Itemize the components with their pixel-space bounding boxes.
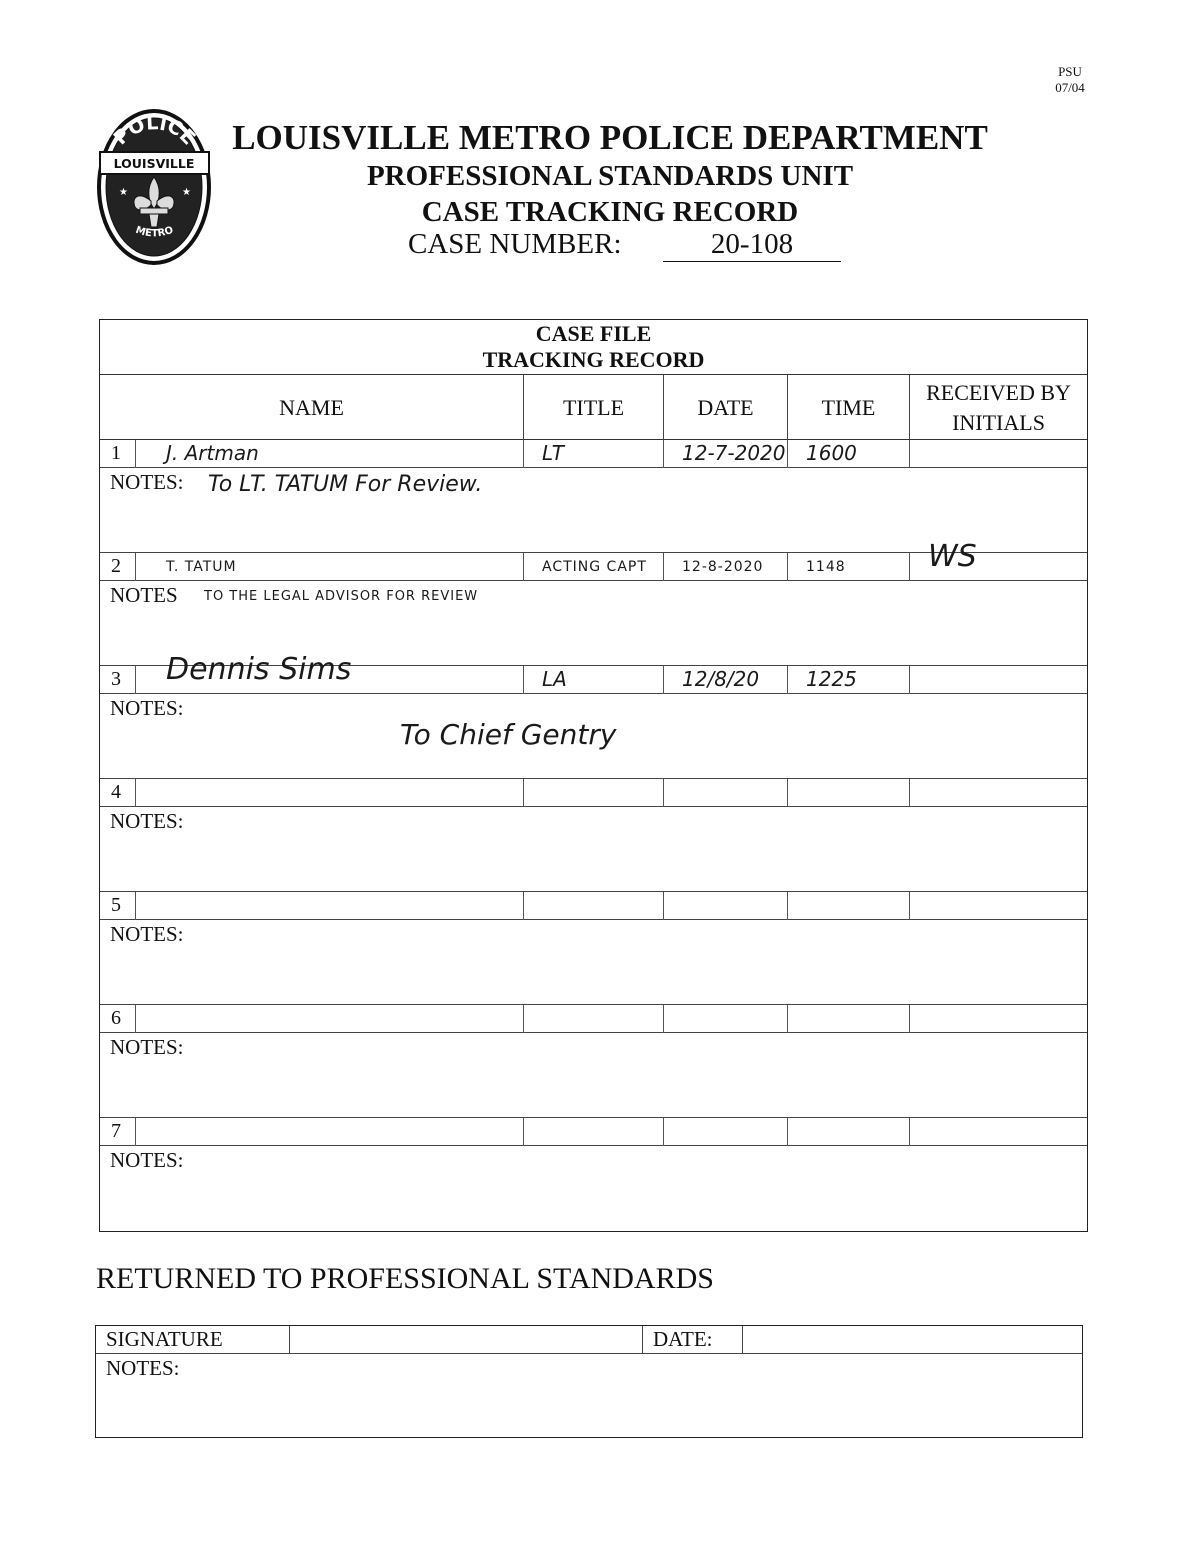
entry-number: 6	[111, 1007, 121, 1029]
entry-date-cell[interactable]	[664, 1118, 788, 1146]
svg-text:★: ★	[119, 187, 128, 198]
svg-text:★: ★	[182, 187, 191, 198]
notes-label: NOTES:	[110, 922, 184, 946]
tracking-entry-4	[100, 779, 1087, 892]
police-seal	[97, 105, 212, 265]
entry-time-cell[interactable]	[788, 1118, 910, 1146]
entry-row	[100, 539, 1087, 581]
entry-row	[100, 440, 1087, 468]
returned-table	[95, 1325, 1083, 1438]
entry-initials-handwritten: WS	[928, 539, 977, 574]
form-code-line1: PSU	[1058, 64, 1082, 79]
signature-label: SIGNATURE	[96, 1326, 290, 1354]
entry-number: 4	[111, 781, 121, 803]
entry-row	[100, 652, 1087, 694]
entry-number: 2	[111, 555, 121, 577]
entry-name-cell[interactable]	[136, 440, 524, 468]
entry-name-cell[interactable]	[136, 1005, 524, 1033]
entry-time-cell[interactable]	[788, 553, 910, 581]
entry-initials-cell[interactable]	[910, 666, 1087, 694]
entry-number: 3	[111, 668, 121, 690]
tracking-entry-6	[100, 1005, 1087, 1118]
notes-label: NOTES:	[110, 809, 184, 833]
entry-date-handwritten: 12-8-2020	[682, 559, 764, 575]
entry-number: 7	[111, 1120, 121, 1142]
entry-title-cell[interactable]	[524, 892, 664, 920]
entry-name-cell[interactable]	[136, 553, 524, 581]
entry-time-cell[interactable]	[788, 440, 910, 468]
tracking-table	[99, 319, 1088, 1232]
entry-time-handwritten: 1225	[806, 667, 857, 691]
form-code	[1030, 64, 1110, 96]
department-title: LOUISVILLE METRO POLICE DEPARTMENT	[232, 118, 988, 157]
entry-time-cell[interactable]	[788, 666, 910, 694]
column-headers	[100, 320, 1087, 440]
returned-notes-label: NOTES:	[106, 1356, 180, 1380]
entry-title-cell[interactable]	[524, 779, 664, 807]
entry-date-handwritten: 12/8/20	[682, 667, 760, 691]
seal-top-text: POLICE	[109, 112, 200, 150]
entry-date-handwritten: 12-7-2020	[682, 441, 786, 465]
column-header-time: TIME	[788, 375, 910, 440]
entry-number-cell	[100, 1005, 136, 1033]
entry-initials-cell[interactable]	[910, 1005, 1087, 1033]
entry-initials-cell[interactable]	[910, 440, 1087, 468]
entry-title-cell[interactable]	[524, 1118, 664, 1146]
entry-name-handwritten: T. TATUM	[166, 559, 237, 575]
entry-title-handwritten: LA	[542, 667, 567, 691]
entry-row	[100, 779, 1087, 807]
entry-title-cell[interactable]	[524, 553, 664, 581]
entry-number-cell	[100, 892, 136, 920]
entry-title-handwritten: LT	[542, 441, 565, 465]
tracking-entry-3	[100, 652, 1087, 779]
entry-note-handwritten: To Chief Gentry	[400, 718, 617, 751]
unit-title: PROFESSIONAL STANDARDS UNIT	[366, 160, 854, 192]
entry-time-cell[interactable]	[788, 779, 910, 807]
entry-time-cell[interactable]	[788, 892, 910, 920]
seal-bottom-text: METRO	[134, 224, 175, 240]
entry-title-cell[interactable]	[524, 1005, 664, 1033]
return-date-label: DATE:	[643, 1326, 743, 1354]
column-header-name: NAME	[100, 375, 524, 440]
tracking-entry-1	[100, 440, 1087, 553]
table-title-line1: CASE FILE	[535, 321, 652, 346]
entry-name-cell[interactable]	[136, 892, 524, 920]
entry-date-cell[interactable]	[664, 1005, 788, 1033]
entry-title-cell[interactable]	[524, 666, 664, 694]
fleur-de-lis-badge-icon	[97, 105, 212, 265]
column-header-title: TITLE	[524, 375, 664, 440]
entry-number-cell	[100, 440, 136, 468]
entry-number-cell	[100, 553, 136, 581]
entry-number: 5	[111, 894, 121, 916]
entry-note-handwritten: To LT. TATUM For Review.	[208, 472, 483, 497]
entry-initials-cell[interactable]	[910, 779, 1087, 807]
notes-label: NOTES:	[110, 1148, 184, 1172]
entry-date-cell[interactable]	[664, 666, 788, 694]
notes-label: NOTES:	[110, 696, 184, 720]
entry-name-cell[interactable]	[136, 1118, 524, 1146]
tracking-entry-2	[100, 539, 1087, 666]
returned-signature-row	[96, 1326, 1082, 1354]
entry-date-cell[interactable]	[664, 553, 788, 581]
entry-name-handwritten: J. Artman	[166, 441, 259, 465]
notes-label: NOTES:	[110, 470, 184, 494]
column-header-received	[910, 375, 1087, 440]
entry-time-cell[interactable]	[788, 1005, 910, 1033]
entry-initials-cell[interactable]	[910, 892, 1087, 920]
column-header-received-line2: INITIALS	[952, 409, 1045, 435]
entry-number: 1	[111, 442, 121, 464]
entry-row	[100, 892, 1087, 920]
case-number-label: CASE NUMBER:	[408, 228, 622, 260]
signature-field[interactable]	[290, 1326, 643, 1354]
entry-name-cell[interactable]	[136, 779, 524, 807]
entry-initials-cell[interactable]	[910, 539, 1087, 581]
notes-label: NOTES:	[110, 1035, 184, 1059]
entry-title-handwritten: ACTING CAPT	[542, 559, 647, 575]
returned-title: RETURNED TO PROFESSIONAL STANDARDS	[96, 1262, 714, 1295]
entry-name-handwritten: Dennis Sims	[166, 652, 352, 687]
entry-title-cell[interactable]	[524, 440, 664, 468]
entry-date-cell[interactable]	[664, 440, 788, 468]
case-number-value: 20-108	[663, 228, 841, 262]
entry-row	[100, 1118, 1087, 1146]
return-date-field[interactable]	[743, 1326, 1082, 1354]
entry-row	[100, 1005, 1087, 1033]
tracking-entry-5	[100, 892, 1087, 1005]
entry-date-cell[interactable]	[664, 779, 788, 807]
entry-time-handwritten: 1148	[806, 559, 846, 575]
entry-note-handwritten: TO THE LEGAL ADVISOR FOR REVIEW	[204, 589, 479, 604]
entry-name-cell[interactable]	[136, 652, 524, 694]
entry-initials-cell[interactable]	[910, 1118, 1087, 1146]
entry-number-cell	[100, 1118, 136, 1146]
entry-number-cell	[100, 779, 136, 807]
column-header-received-line1: RECEIVED BY	[926, 379, 1071, 405]
entry-number-cell	[100, 666, 136, 694]
notes-label: NOTES	[110, 583, 178, 607]
form-code-line2: 07/04	[1055, 80, 1085, 95]
entry-date-cell[interactable]	[664, 892, 788, 920]
column-header-date: DATE	[664, 375, 788, 440]
tracking-entry-7	[100, 1118, 1087, 1209]
entry-time-handwritten: 1600	[806, 441, 857, 465]
table-title-line2: TRACKING RECORD	[482, 347, 705, 372]
record-title: CASE TRACKING RECORD	[421, 196, 799, 228]
seal-band-text: LOUISVILLE	[113, 156, 195, 171]
